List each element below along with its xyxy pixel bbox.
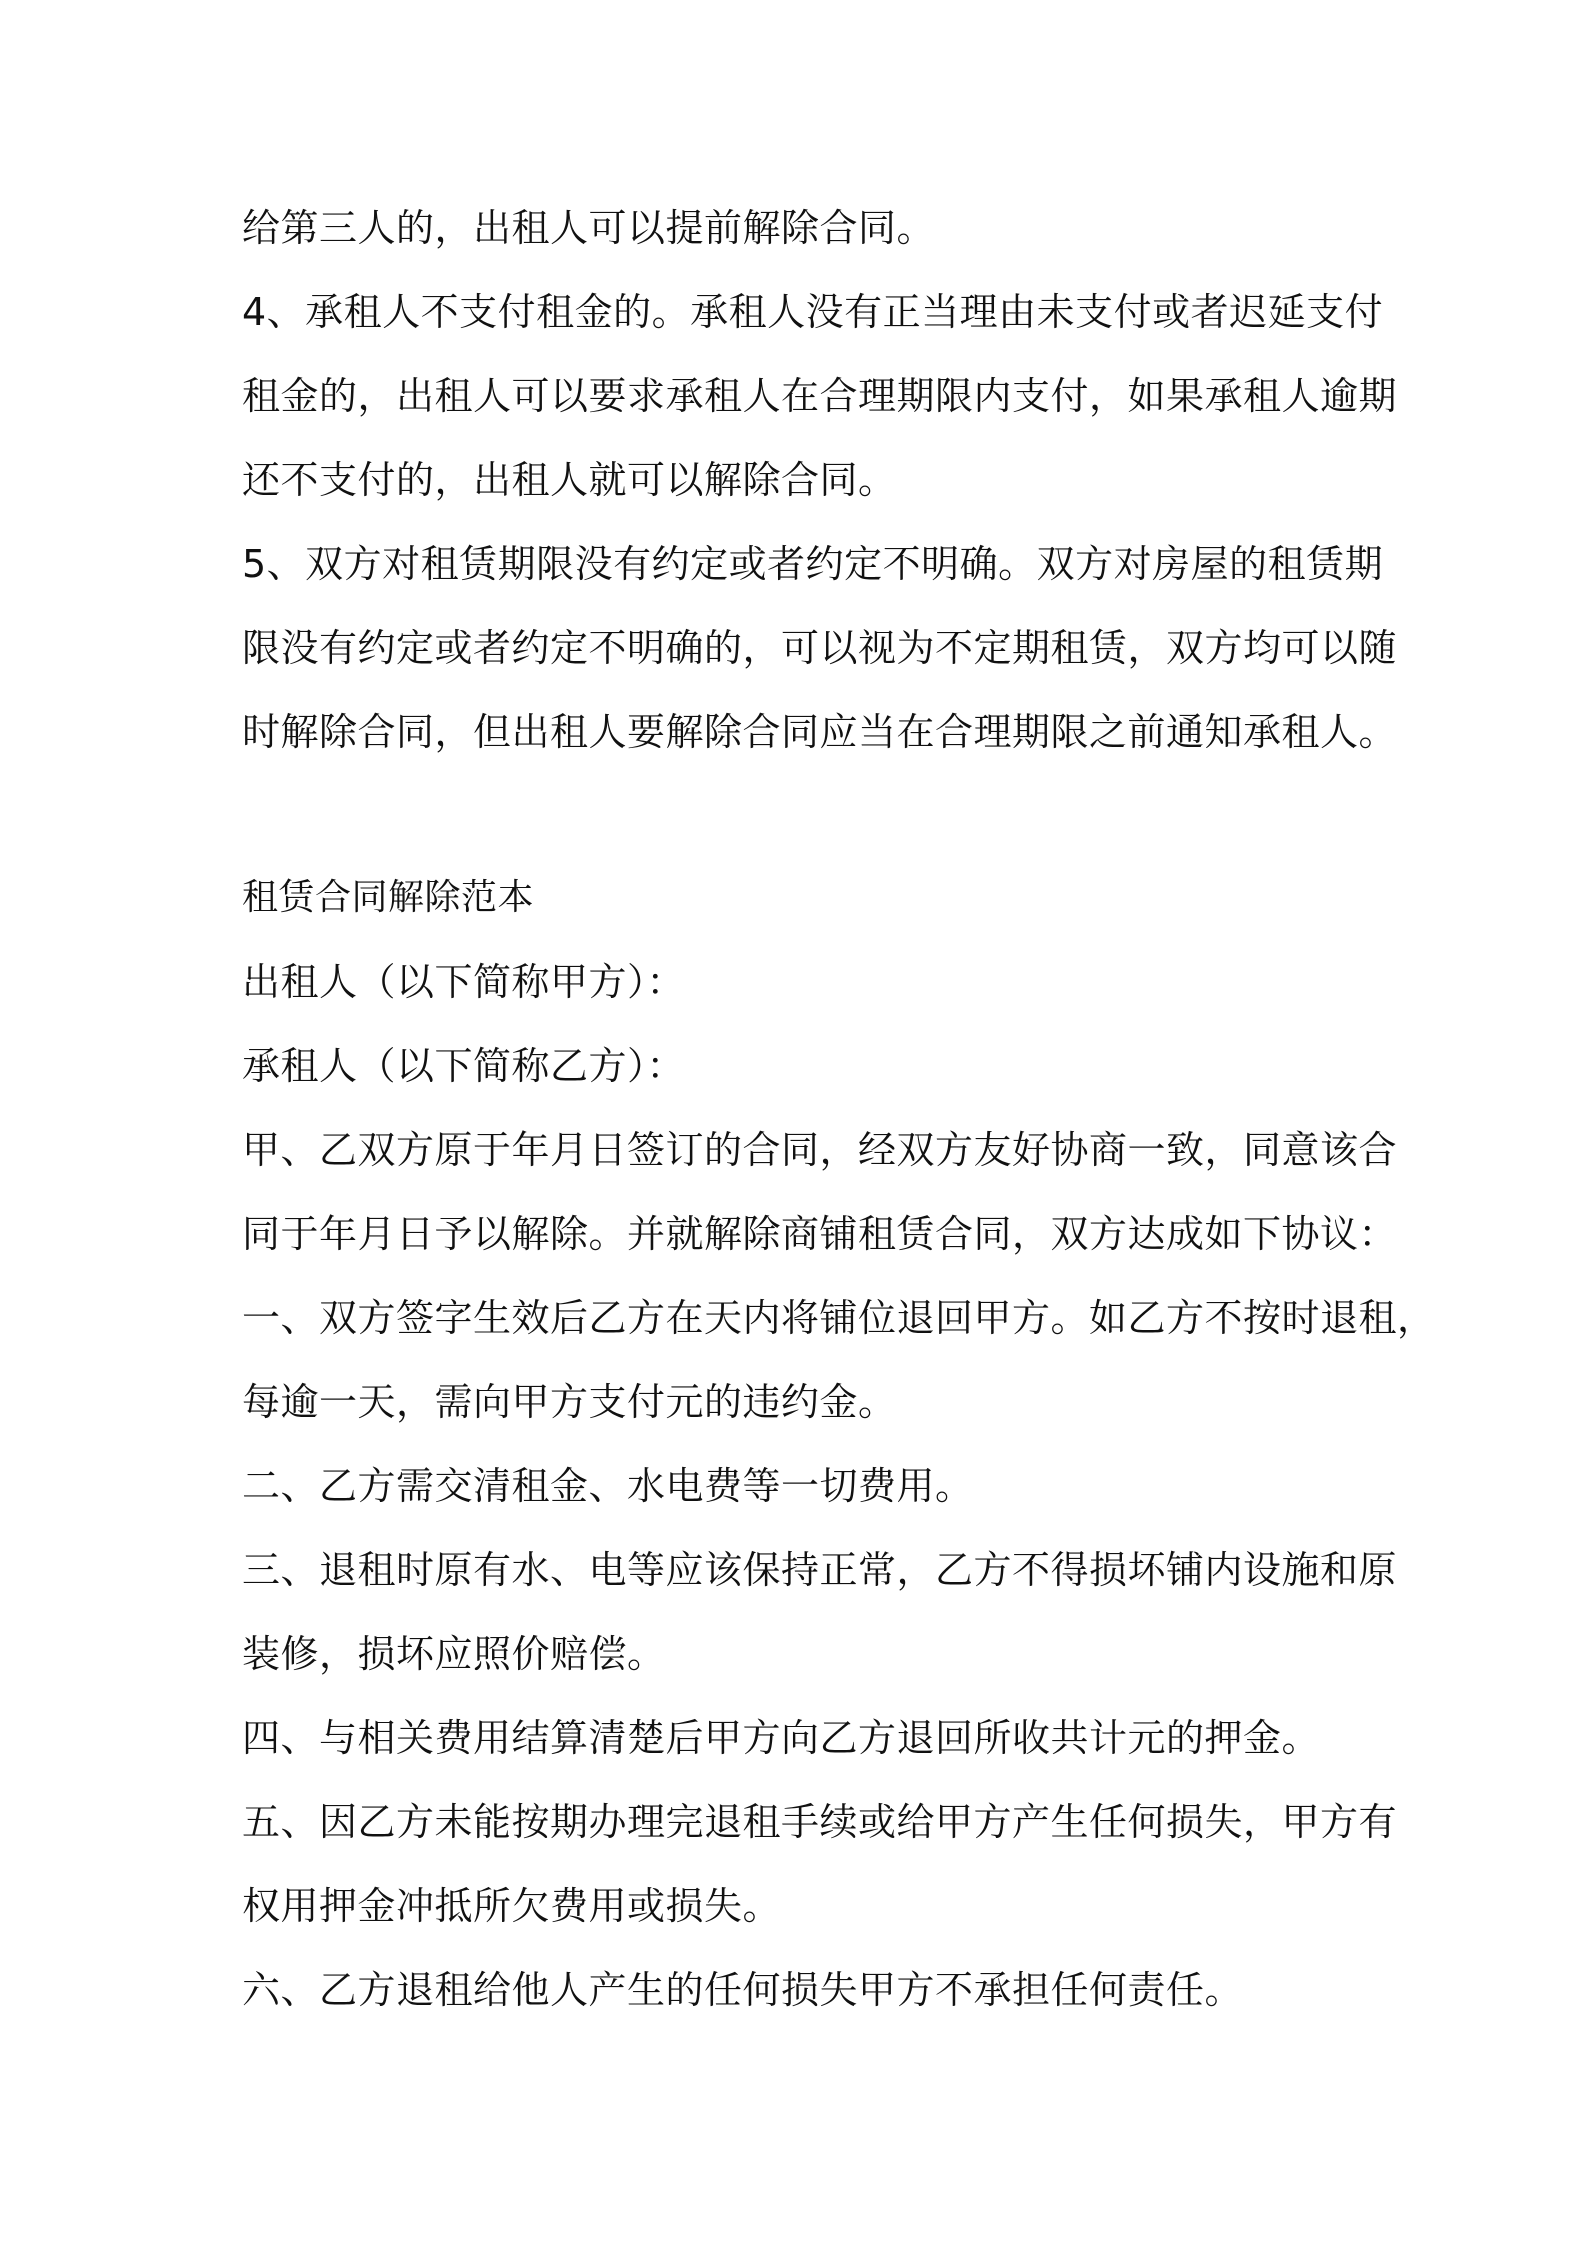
text-line: 时解除合同，但出租人要解除合同应当在合理期限之前通知承租人。 xyxy=(242,710,1398,754)
text-line: 每逾一天，需向甲方支付元的违约金。 xyxy=(242,1380,897,1424)
text-line: 租金的，出租人可以要求承租人在合理期限内支付，如果承租人逾期 xyxy=(242,374,1398,418)
text-line: 还不支付的，出租人就可以解除合同。 xyxy=(242,458,897,502)
text-line: 二、乙方需交清租金、水电费等一切费用。 xyxy=(242,1464,974,1508)
text-line: 四、与相关费用结算清楚后甲方向乙方退回所收共计元的押金。 xyxy=(242,1716,1321,1760)
text-line: 一、双方签字生效后乙方在天内将铺位退回甲方。如乙方不按时退租， xyxy=(242,1296,1436,1340)
text-line: 甲、乙双方原于年月日签订的合同，经双方友好协商一致，同意该合 xyxy=(242,1128,1398,1172)
text-line: 同于年月日予以解除。并就解除商铺租赁合同，双方达成如下协议： xyxy=(242,1212,1398,1256)
text-line: 出租人（以下简称甲方）： xyxy=(242,960,686,1004)
text-line: 4、承租人不支付租金的。承租人没有正当理由未支付或者迟延支付 xyxy=(242,290,1384,334)
text-line: 承租人（以下简称乙方）： xyxy=(242,1044,686,1088)
text-line: 五、因乙方未能按期办理完退租手续或给甲方产生任何损失，甲方有 xyxy=(242,1800,1398,1844)
text-line: 装修，损坏应照价赔偿。 xyxy=(242,1632,666,1676)
text-line: 5、双方对租赁期限没有约定或者约定不明确。双方对房屋的租赁期 xyxy=(242,542,1384,586)
section-heading: 租赁合同解除范本 xyxy=(242,877,535,918)
text-line: 给第三人的，出租人可以提前解除合同。 xyxy=(242,206,936,250)
text-line: 三、退租时原有水、电等应该保持正常，乙方不得损坏铺内设施和原 xyxy=(242,1548,1398,1592)
text-line: 限没有约定或者约定不明确的，可以视为不定期租赁，双方均可以随 xyxy=(242,626,1398,670)
text-line: 六、乙方退租给他人产生的任何损失甲方不承担任何责任。 xyxy=(242,1968,1244,2012)
text-line: 权用押金冲抵所欠费用或损失。 xyxy=(242,1884,782,1928)
